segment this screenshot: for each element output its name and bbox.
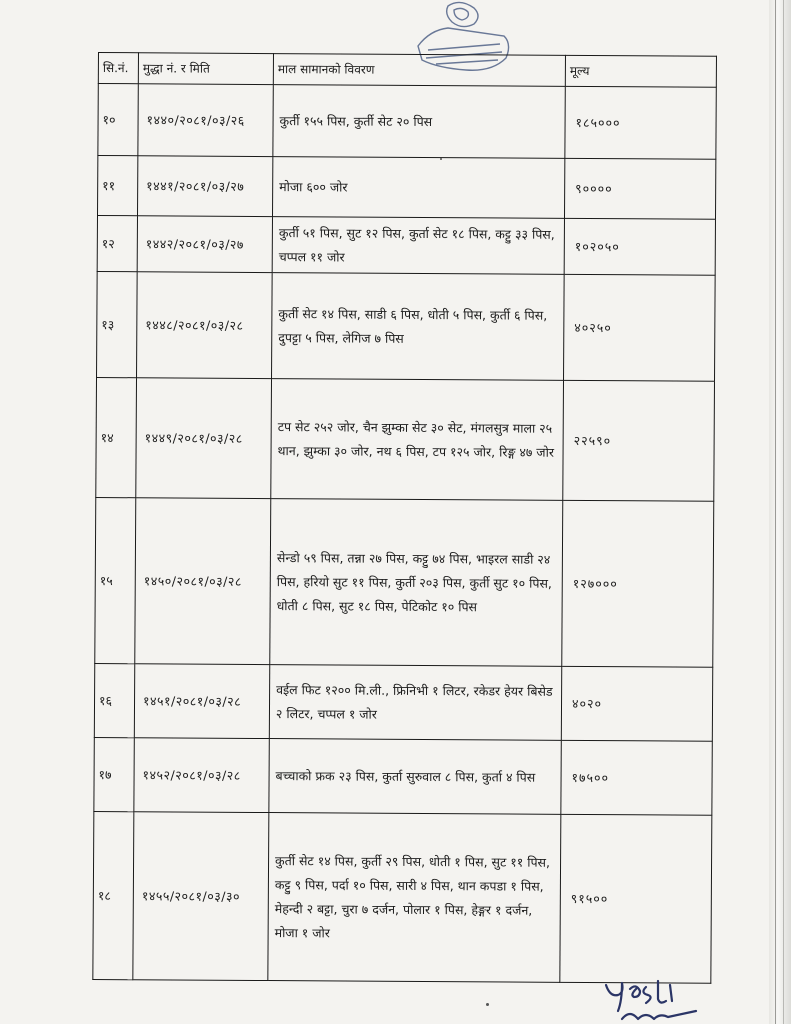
case-cell: १४५१/२०८१/०३/२८ <box>134 664 269 739</box>
serial-cell: १३ <box>97 271 138 377</box>
table-row <box>93 811 712 983</box>
page-edge-shadow <box>769 0 791 1024</box>
table-row <box>97 271 716 381</box>
serial-cell: १२ <box>97 216 137 272</box>
header-serial: सि.नं. <box>98 53 138 84</box>
value-cell: १०२०५० <box>564 218 715 275</box>
serial-cell: १५ <box>95 497 136 663</box>
value-cell: १८५००० <box>565 86 716 159</box>
serial-cell: १४ <box>96 377 137 497</box>
ink-speck <box>486 1003 489 1006</box>
header-case-date: मुद्धा नं. र मिति <box>138 53 273 85</box>
description-cell: बच्चाको फ्रक २३ पिस, कुर्ता सुरुवाल ८ पिस, कुर्ता ४ पिस <box>269 739 561 815</box>
description-cell: कुर्ती १५५ पिस, कुर्ती सेट २० पिस <box>273 85 565 159</box>
table-row <box>96 377 715 501</box>
serial-cell: १६ <box>94 663 134 737</box>
table-row <box>98 156 716 220</box>
table-row <box>97 216 715 276</box>
description-cell: कुर्ती सेट १४ पिस, कुर्ती २९ पिस, धोती १ पिस, सुट ११ पिस, कट्टु ९ पिस, पर्दा १० पिस, सारी ४ पिस, थान कपडा १ पिस, मेहन्दी २ बट्टा, चुरा ७ दर्जन, पोलार १ पिस, हेङ्गर १ दर्जन, मोजा १ जोर <box>268 813 561 983</box>
table-header-row <box>98 53 716 88</box>
serial-cell: १८ <box>93 811 134 979</box>
table-row <box>94 663 712 741</box>
serial-cell: १० <box>98 84 138 156</box>
description-cell: कुर्ती ५१ पिस, सुट १२ पिस, कुर्ता सेट १८ पिस, कट्टु ३३ पिस, चप्पल ११ जोर <box>272 217 564 275</box>
handwritten-signature <box>600 975 710 1024</box>
case-cell: १४४०/२०८१/०३/२६ <box>138 84 273 157</box>
serial-cell: ११ <box>98 156 138 216</box>
description-cell: कुर्ती सेट १४ पिस, साडी ६ पिस, धोती ५ पिस, कुर्ती ६ पिस, दुपट्टा ५ पिस, लेगिज ७ पिस <box>272 273 565 381</box>
table-row <box>98 84 716 160</box>
case-cell: १४५०/२०८१/०३/२८ <box>135 498 271 665</box>
case-cell: १४४९/२०८१/०३/२८ <box>136 378 272 499</box>
description-cell: मोजा ६०० जोर <box>272 157 564 219</box>
case-cell: १४४१/२०८१/०३/२७ <box>138 156 273 217</box>
description-cell: वईल फिट १२०० मि.ली., फ्रिनिभी १ लिटर, रकेडर हेयर बिसेड २ लिटर, चप्पल १ जोर <box>269 665 561 741</box>
table-row <box>95 497 714 667</box>
case-cell: १४५२/२०८१/०३/२८ <box>134 738 269 813</box>
ink-speck <box>440 158 442 160</box>
value-cell: ९०००० <box>564 158 715 219</box>
value-cell: २२५९० <box>563 380 715 501</box>
table-row <box>94 737 712 815</box>
description-cell: टप सेट २५२ जोर, चैन झुम्का सेट ३० सेट, मंगलसुत्र माला २५ थान, झुम्का ३० जोर, नथ ६ पिस, टप १२५ जोर, रिङ्ग ४७ जोर <box>271 379 564 501</box>
value-cell: ४०२० <box>561 666 712 741</box>
serial-cell: १७ <box>94 737 134 811</box>
description-cell: सेन्डो ५९ पिस, तन्ना २७ पिस, कट्टु ७४ पिस, भाइरल साडी २४ पिस, हरियो सुट ११ पिस, कुर्ती २०३ पिस, कुर्ती सुट १० पिस, धोती ८ पिस, सुट १८ पिस, पेटिकोट १० पिस <box>270 499 563 667</box>
case-cell: १४५५/२०८१/०३/३० <box>133 812 269 981</box>
header-value: मूल्य <box>565 55 716 87</box>
case-cell: १४४२/२०८१/०३/२७ <box>137 216 272 273</box>
goods-ledger-table <box>92 52 717 984</box>
value-cell: १२७००० <box>562 500 714 667</box>
value-cell: ९१५०० <box>560 814 712 983</box>
value-cell: ४०२५० <box>564 274 716 381</box>
case-cell: १४४८/२०८१/०३/२८ <box>137 272 273 379</box>
header-goods-description: माल सामानको विवरण <box>273 54 565 87</box>
value-cell: १७५०० <box>561 740 712 815</box>
